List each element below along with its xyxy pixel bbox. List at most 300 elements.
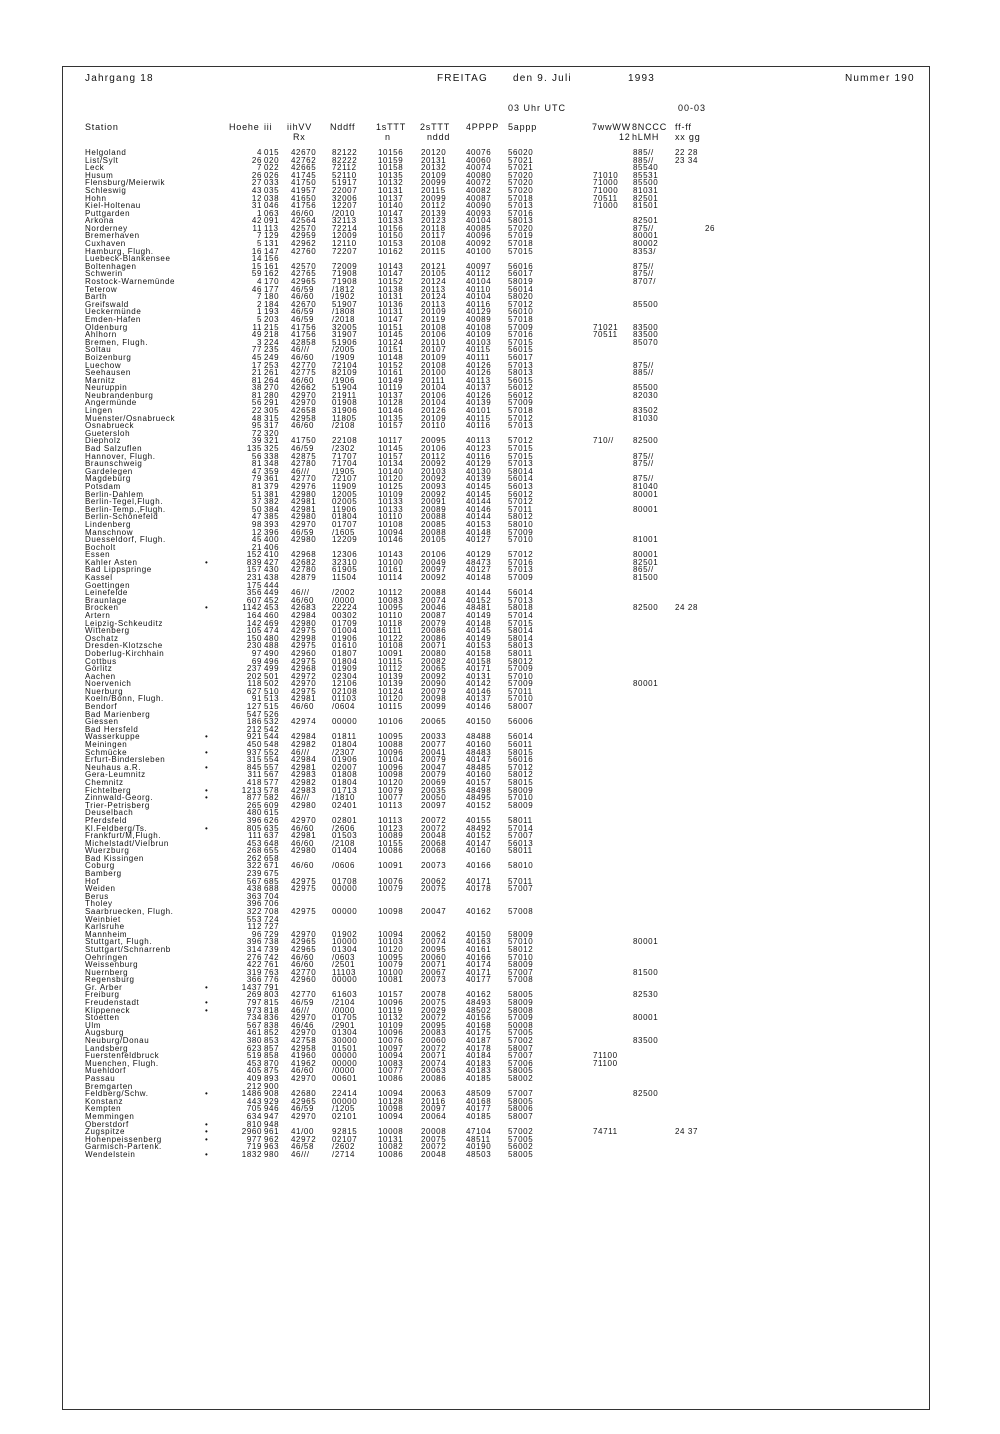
nddff: 00000 — [332, 1051, 358, 1061]
station-name: Weiden — [85, 884, 116, 894]
group-1sttt: 10109 — [378, 489, 404, 499]
nddff: 12009 — [332, 231, 358, 241]
station-name: Hohenpeissenberg — [85, 1134, 162, 1144]
ihvv: 46/59 — [291, 1104, 315, 1114]
iii: 253 — [264, 360, 280, 370]
iii: 671 — [264, 861, 280, 871]
hoehe: 69 — [251, 656, 262, 666]
table-row — [0, 407, 1000, 414]
group-5appp: 56014 — [508, 732, 534, 742]
hoehe: 269 — [246, 990, 262, 1000]
iii: 317 — [264, 421, 280, 431]
group-2sttt: 20069 — [421, 777, 447, 787]
group-1sttt: 10149 — [378, 375, 404, 385]
col-ihvv-sub: Rx — [293, 132, 306, 142]
nddff: 11906 — [332, 504, 357, 514]
group-2sttt: 20086 — [421, 1073, 447, 1083]
group-4pppp: 40178 — [466, 884, 492, 894]
group-1sttt: 10008 — [378, 1127, 404, 1137]
iii: 382 — [264, 497, 280, 507]
station-name: Doberlug-Kirchhain — [85, 648, 165, 658]
ihvv: 42975 — [291, 656, 317, 666]
table-row — [0, 604, 1000, 611]
station-name: Nuerburg — [85, 686, 124, 696]
group-2sttt: 20118 — [421, 223, 446, 233]
group-5appp: 58018 — [508, 603, 534, 613]
hoehe: 43 — [251, 185, 262, 195]
group-5appp: 58019 — [508, 277, 534, 287]
table-row — [0, 976, 1000, 983]
hoehe: 175 — [246, 580, 262, 590]
group-4pppp: 40162 — [466, 907, 492, 916]
hoehe: 2 — [256, 299, 262, 309]
station-name: Fuerstenfeldbruck — [85, 1051, 160, 1061]
nddff: 01610 — [332, 641, 358, 651]
group-5appp: 58009 — [508, 998, 534, 1008]
station-name: Bremgarten — [85, 1081, 133, 1091]
group-2sttt: 20086 — [421, 633, 447, 643]
nddff: 82122 — [332, 148, 358, 157]
station-name: Bocholt — [85, 542, 116, 552]
group-5appp: 56016 — [508, 261, 534, 271]
station-name: List/Sylt — [85, 155, 119, 165]
table-row — [0, 1143, 1000, 1150]
group-5appp: 56010 — [508, 307, 534, 317]
weekday: FREITAG — [437, 73, 488, 84]
group-2sttt: 20109 — [421, 170, 447, 180]
hoehe: 26 — [251, 155, 262, 165]
group-2sttt: 20106 — [421, 330, 447, 340]
nddff: /1906 — [332, 375, 356, 385]
ihvv: 42975 — [291, 907, 317, 916]
group-4pppp: 40100 — [466, 246, 492, 256]
ihvv: 42981 — [291, 762, 317, 772]
group-5appp: 57005 — [508, 1028, 534, 1038]
group-5appp: 57016 — [508, 330, 534, 340]
mountain-marker: • — [205, 982, 209, 992]
group-4pppp: 40185 — [466, 1073, 492, 1083]
nddff: /0000 — [332, 1066, 356, 1076]
group-4pppp: 40146 — [466, 686, 492, 696]
group-2sttt: 20075 — [421, 884, 447, 894]
group-4pppp: 40144 — [466, 512, 492, 522]
group-1sttt: 10109 — [378, 1020, 404, 1030]
col-station: Station — [85, 122, 119, 132]
group-2sttt: 20113 — [421, 284, 446, 294]
nddff: 12005 — [332, 489, 358, 499]
group-1sttt: 10077 — [378, 793, 404, 803]
group-4pppp: 40072 — [466, 178, 492, 188]
iii: 430 — [264, 565, 280, 575]
group-1sttt: 10143 — [378, 550, 404, 560]
group-4pppp: 40080 — [466, 170, 492, 180]
group-5appp: 57010 — [508, 793, 534, 803]
mountain-marker: • — [205, 603, 209, 613]
group-5appp: 57013 — [508, 459, 534, 469]
table-row — [0, 293, 1000, 300]
table-row — [0, 673, 1000, 680]
table-row — [0, 961, 1000, 968]
table-row — [0, 1105, 1000, 1112]
station-name: Frankfurt/M,Flugh. — [85, 831, 162, 841]
hoehe: 1832 — [241, 1149, 262, 1159]
iii: 460 — [264, 610, 280, 620]
iii: 496 — [264, 656, 280, 666]
group-8nccc: 80001 — [633, 679, 659, 689]
ihvv: 42970 — [291, 390, 317, 400]
group-1sttt: 10133 — [378, 497, 404, 507]
iii: 708 — [264, 907, 280, 916]
ihvv: 42658 — [291, 406, 317, 416]
group-4pppp: 40155 — [466, 815, 492, 825]
group-5appp: 57009 — [508, 527, 534, 537]
group-8nccc: 80002 — [633, 239, 659, 249]
ihvv: 42974 — [291, 717, 317, 727]
table-row — [0, 422, 1000, 429]
group-5appp: 57018 — [508, 314, 534, 324]
iii: 015 — [264, 148, 280, 157]
group-2sttt: 20124 — [421, 277, 447, 287]
hoehe: 3 — [256, 337, 262, 347]
hoehe: 877 — [246, 793, 262, 803]
group-2sttt: 20071 — [421, 1051, 447, 1061]
group-2sttt: 20090 — [421, 679, 447, 689]
hoehe: 96 — [251, 929, 262, 939]
group-8nccc: 82500 — [633, 1089, 659, 1099]
iii: 548 — [264, 740, 280, 750]
nddff: 51907 — [332, 299, 358, 309]
hoehe: 14 — [251, 254, 262, 264]
group-1sttt: 10104 — [378, 755, 404, 765]
hoehe: 77 — [251, 345, 262, 355]
group-4pppp: 40144 — [466, 588, 492, 598]
group-1sttt: 10140 — [378, 466, 404, 476]
ihvv: 42970 — [291, 679, 317, 689]
group-4pppp: 48493 — [466, 998, 492, 1008]
group-2sttt: 20047 — [421, 907, 447, 916]
group-5appp: 58020 — [508, 292, 534, 302]
hoehe: 805 — [246, 823, 262, 833]
group-5appp: 58011 — [508, 648, 533, 658]
hoehe: 38 — [251, 383, 262, 393]
group-5appp: 56012 — [508, 383, 534, 393]
group-2sttt: 20046 — [421, 603, 447, 613]
group-2sttt: 20079 — [421, 770, 447, 780]
ihvv: 42670 — [291, 148, 317, 157]
group-4pppp: 48485 — [466, 762, 492, 772]
col-4pppp: 4PPPP — [466, 122, 500, 132]
group-4pppp: 40168 — [466, 1096, 492, 1106]
group-8nccc: 82501 — [633, 193, 659, 203]
nddff: 22224 — [332, 603, 358, 613]
group-8nccc: 85500 — [633, 178, 659, 188]
iii: 499 — [264, 664, 280, 674]
group-4pppp: 40162 — [466, 990, 492, 1000]
station-name: Saarbruecken, Flugh. — [85, 907, 174, 916]
iii: 706 — [264, 899, 280, 909]
nddff: /2602 — [332, 1142, 356, 1152]
iii: 838 — [264, 1020, 280, 1030]
group-8nccc: 875// — [633, 261, 654, 271]
group-2sttt: 20097 — [421, 1104, 447, 1114]
group-4pppp: 40113 — [466, 375, 491, 385]
iii: 474 — [264, 626, 280, 636]
iii: 542 — [264, 724, 280, 734]
hoehe: 396 — [246, 899, 262, 909]
iii: 738 — [264, 937, 280, 947]
hoehe: 973 — [246, 1005, 262, 1015]
group-5appp: 58006 — [508, 1104, 534, 1114]
iii: 091 — [264, 216, 280, 226]
table-row — [0, 1022, 1000, 1029]
station-name: Oschatz — [85, 633, 119, 643]
table-row — [0, 460, 1000, 467]
group-4pppp: 40145 — [466, 489, 492, 499]
group-5appp: 57015 — [508, 337, 534, 347]
group-2sttt: 20105 — [421, 269, 447, 279]
ihvv: 42970 — [291, 929, 317, 939]
iii: 490 — [264, 648, 280, 658]
hoehe: 937 — [246, 747, 262, 757]
group-5appp: 58013 — [508, 368, 534, 378]
hoehe: 202 — [246, 671, 262, 681]
group-5appp: 56017 — [508, 352, 534, 362]
ihvv: 46/59 — [291, 527, 315, 537]
station-name: Luebeck-Blankensee — [85, 254, 171, 264]
group-2sttt: 20041 — [421, 747, 447, 757]
group-8nccc: 875// — [633, 360, 654, 370]
group-1sttt: 10115 — [378, 702, 403, 712]
station-name: Osnabrueck — [85, 421, 135, 431]
group-4pppp: 48503 — [466, 1149, 492, 1159]
station-name: Trier-Petrisberg — [85, 800, 150, 810]
ihvv: 46/// — [291, 345, 310, 355]
mountain-marker: • — [205, 785, 209, 795]
iii: 961 — [264, 1127, 280, 1137]
group-2sttt: 20083 — [421, 1028, 447, 1038]
nddff: 71707 — [332, 451, 358, 461]
group-1sttt: 10152 — [378, 360, 404, 370]
group-2sttt: 20065 — [421, 717, 447, 727]
group-5appp: 57016 — [508, 208, 534, 218]
group-5appp: 58005 — [508, 1096, 534, 1106]
jahrgang: Jahrgang 18 — [85, 73, 154, 84]
group-5appp: 58012 — [508, 770, 534, 780]
hoehe: 719 — [246, 1142, 262, 1152]
group-2sttt: 20074 — [421, 1058, 447, 1068]
group-2sttt: 20126 — [421, 406, 447, 416]
group-7wwww: 70511 — [593, 330, 618, 340]
hoehe: 39 — [251, 436, 262, 446]
ihvv: 46/60 — [291, 208, 315, 218]
group-5appp: 58014 — [508, 626, 534, 636]
ihvv: 42970 — [291, 1073, 317, 1083]
station-name: Noervenich — [85, 679, 132, 689]
group-5appp: 58009 — [508, 960, 534, 970]
group-5appp: 57016 — [508, 557, 534, 567]
group-4pppp: 40184 — [466, 1051, 492, 1061]
ihvv: 46/59 — [291, 314, 315, 324]
group-4pppp: 40147 — [466, 755, 492, 765]
nddff: 01908 — [332, 398, 358, 408]
iii: 488 — [264, 641, 280, 651]
ihvv: 42680 — [291, 1089, 317, 1099]
ihvv: 46/60 — [291, 702, 315, 712]
table-row — [0, 513, 1000, 520]
iii: 147 — [264, 246, 280, 256]
table-row — [0, 202, 1000, 209]
group-8nccc: 80001 — [633, 550, 659, 560]
nddff: 32113 — [332, 216, 357, 226]
table-row — [0, 1029, 1000, 1036]
group-5appp: 57021 — [508, 163, 534, 173]
mountain-marker: • — [205, 1134, 209, 1144]
group-5appp: 57010 — [508, 694, 534, 704]
group-4pppp: 40116 — [466, 421, 491, 431]
hoehe: 322 — [246, 861, 262, 871]
table-row — [0, 969, 1000, 976]
period: 00-03 — [678, 103, 707, 113]
hoehe: 627 — [246, 686, 262, 696]
nddff: 02108 — [332, 686, 358, 696]
group-2sttt: 20062 — [421, 929, 447, 939]
group-5appp: 57018 — [508, 193, 534, 203]
station-name: Meiningen — [85, 740, 128, 750]
group-2sttt: 20099 — [421, 193, 447, 203]
group-2sttt: 20111 — [421, 375, 446, 385]
group-1sttt: 10111 — [378, 626, 403, 636]
nddff: 02801 — [332, 815, 358, 825]
iii: 444 — [264, 580, 280, 590]
hoehe: 396 — [246, 937, 262, 947]
col-ff: ff-ff — [675, 122, 692, 132]
group-1sttt: 10076 — [378, 876, 404, 886]
nddff: 71908 — [332, 269, 358, 279]
group-4pppp: 48488 — [466, 732, 492, 742]
ihvv: 46/59 — [291, 444, 315, 453]
ihvv: 46/58 — [291, 1142, 315, 1152]
group-1sttt: 10096 — [378, 998, 404, 1008]
ihvv: 46/60 — [291, 823, 315, 833]
ihvv: 42958 — [291, 413, 317, 423]
group-2sttt: 20008 — [421, 1127, 447, 1137]
group-5appp: 58002 — [508, 1073, 534, 1083]
group-4pppp: 40129 — [466, 307, 492, 317]
ihvv: 42758 — [291, 1036, 317, 1046]
group-8nccc: 85070 — [633, 337, 659, 347]
station-name: Neuburg/Donau — [85, 1036, 150, 1046]
group-8nccc: 80001 — [633, 489, 659, 499]
group-1sttt: 10119 — [378, 383, 403, 393]
ihvv: 42780 — [291, 565, 317, 575]
iii: 836 — [264, 1013, 280, 1023]
group-2sttt: 20086 — [421, 626, 447, 636]
group-2sttt: 20029 — [421, 1005, 447, 1015]
ihvv: 42683 — [291, 603, 317, 613]
mountain-marker: • — [205, 1089, 209, 1099]
table-row — [0, 809, 1000, 816]
station-name: Goettingen — [85, 580, 131, 590]
group-ff: 24 28 — [675, 603, 699, 613]
nddff: 72104 — [332, 360, 358, 370]
group-4pppp: 40115 — [466, 413, 491, 423]
group-1sttt: 10158 — [378, 163, 404, 173]
group-4pppp: 48495 — [466, 793, 492, 803]
group-4pppp: 40131 — [466, 671, 492, 681]
nddff: 00302 — [332, 610, 358, 620]
group-5appp: 56013 — [508, 838, 534, 848]
iii: 637 — [264, 831, 280, 841]
table-row — [0, 794, 1000, 801]
nddff: 12209 — [332, 535, 358, 545]
hoehe: 112 — [247, 922, 262, 932]
observation-time: 03 Uhr UTC — [508, 103, 567, 113]
group-2sttt: 20104 — [421, 383, 447, 393]
hoehe: 839 — [246, 557, 262, 567]
table-row — [0, 263, 1000, 270]
ihvv: 46/// — [291, 747, 310, 757]
station-name: Berlin-Tegel,Flugh. — [85, 497, 164, 507]
group-2sttt: 20078 — [421, 990, 447, 1000]
ihvv: 42975 — [291, 641, 317, 651]
hoehe: 450 — [246, 740, 262, 750]
nddff: 01709 — [332, 618, 358, 628]
group-1sttt: 10117 — [378, 436, 403, 446]
group-4pppp: 40163 — [466, 937, 492, 947]
table-row — [0, 658, 1000, 665]
station-name: Hannover, Flugh. — [85, 451, 156, 461]
station-name: Leipzig-Schkeuditz — [85, 618, 163, 628]
hoehe: 5 — [256, 239, 262, 249]
group-2sttt: 20050 — [421, 793, 447, 803]
hoehe: 810 — [246, 1119, 262, 1129]
mountain-marker: • — [205, 1119, 209, 1129]
group-1sttt: 10128 — [378, 1096, 404, 1106]
group-2sttt: 20073 — [421, 861, 447, 871]
station-name: Erfurt-Bindersleben — [85, 755, 166, 765]
station-name: Flensburg/Meierwik — [85, 178, 166, 188]
station-name: Konstanz — [85, 1096, 124, 1106]
table-row — [0, 665, 1000, 672]
ihvv: 42682 — [291, 557, 317, 567]
ihvv: 42962 — [291, 239, 317, 249]
group-8nccc: 81500 — [633, 967, 659, 977]
hoehe: 21 — [251, 542, 262, 552]
group-1sttt: 10135 — [378, 413, 404, 423]
nddff: 11909 — [332, 481, 357, 491]
group-2sttt: 20072 — [421, 823, 447, 833]
group-1sttt: 10145 — [378, 330, 404, 340]
hoehe: 16 — [251, 246, 262, 256]
ihvv: 46/60 — [291, 952, 315, 962]
nddff: /2302 — [332, 444, 356, 453]
group-5appp: 57015 — [508, 246, 534, 256]
nddff: 01103 — [332, 694, 357, 704]
hoehe: 45 — [251, 352, 262, 362]
group-1sttt: 10114 — [378, 573, 403, 583]
nddff: 01304 — [332, 944, 358, 954]
station-name: Pferdsfeld — [85, 815, 128, 825]
ihvv: 46/59 — [291, 284, 315, 294]
ihvv: 46/59 — [291, 307, 315, 317]
iii: 567 — [264, 770, 280, 780]
table-row — [0, 1060, 1000, 1067]
group-1sttt: 10091 — [378, 648, 404, 658]
nddff: 01804 — [332, 656, 358, 666]
group-8nccc: 82500 — [633, 436, 659, 446]
nddff: 32005 — [332, 322, 358, 332]
ihvv: 42970 — [291, 519, 317, 529]
